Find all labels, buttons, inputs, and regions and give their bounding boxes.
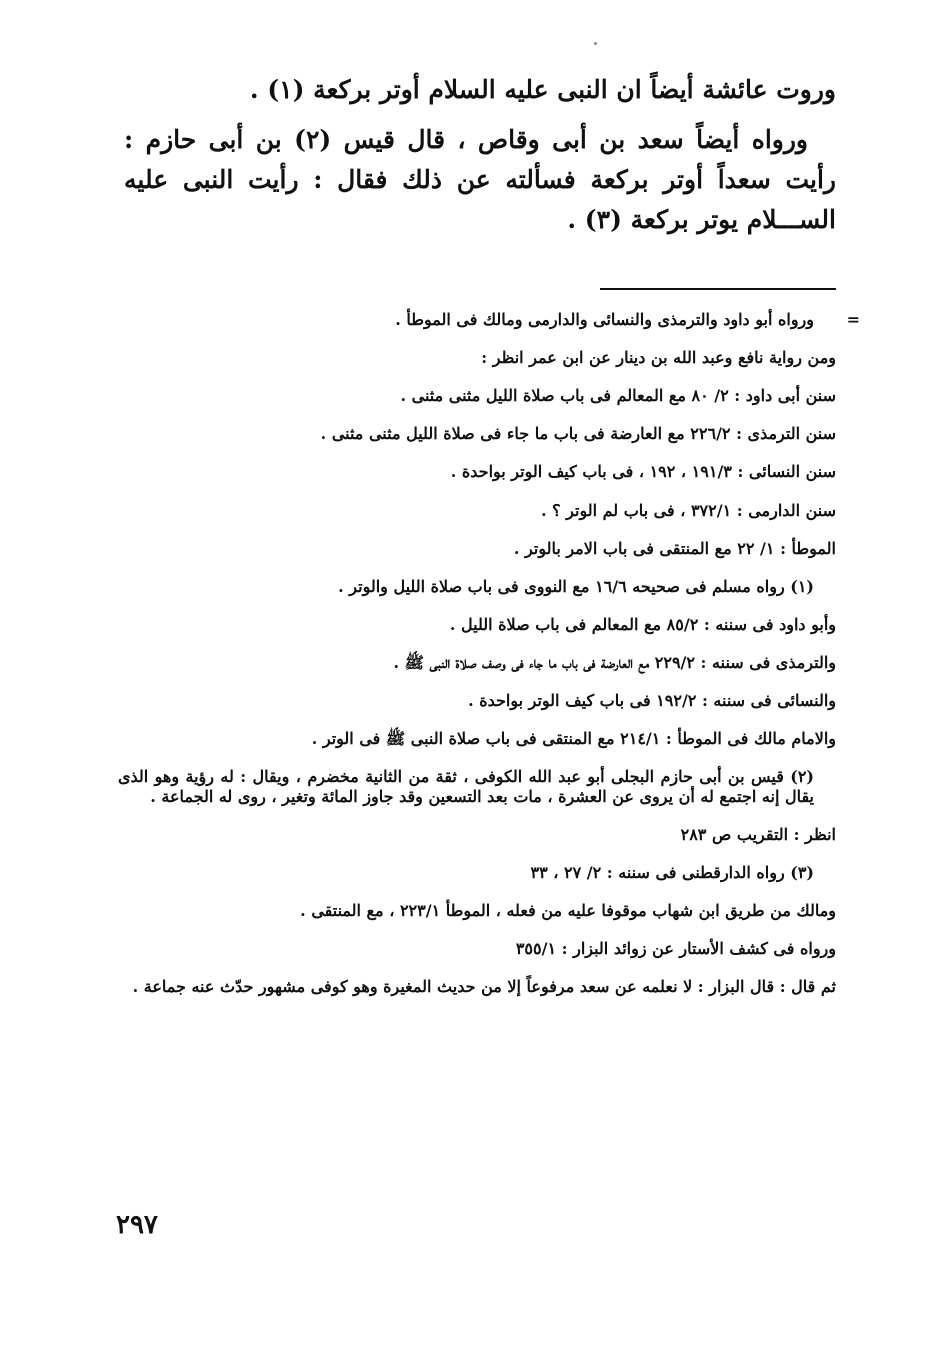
- continuation-mark: =: [846, 310, 860, 329]
- footnote-line: سنن الترمذى : ٢٢٦/٢ مع العارضة فى باب ما جاء فى صلاة الليل مثنى مثنى .: [320, 424, 836, 444]
- footnote-2: (٢) قيس بن أبى حازم البجلى أبو عبد الله الكوفى ، ثقة من الثانية مخضرم ، ويقال : له رؤية وهو الذى يقال إنه اجتمع له أن يروى عن العشرة ، مات بعد التسعين وقد جاوز المائة وتغير ، روى له الجماعة .: [118, 767, 814, 806]
- footnote-line: وأبو داود فى سننه : ٨٥/٢ مع المعالم فى باب صلاة الليل .: [449, 614, 836, 634]
- footnote-1: (١) رواه مسلم فى صحيحه ١٦/٦ مع النووى فى باب صلاة الليل والوتر .: [338, 576, 814, 596]
- main-text: [124, 70, 836, 246]
- footnotes: [118, 310, 860, 1003]
- footnote-line: ومن رواية نافع وعبد الله بن دينار عن ابن عمر انظر :: [481, 348, 836, 368]
- footnote-line: والامام مالك فى الموطأ : ٢١٤/١ مع المنتقى فى باب صلاة النبى ﷺ فى الوتر .: [311, 729, 836, 749]
- page-number: ٢٩٧: [116, 1210, 158, 1240]
- footnote-line: سنن النسائى : ١٩١/٣ ، ١٩٢ ، فى باب كيف الوتر بواحدة .: [450, 462, 836, 482]
- footnote-line: ورواه فى كشف الأستار عن زوائد البزار : ٣٥٥/١: [515, 939, 836, 959]
- footnote-text: ورواه أبو داود والترمذى والنسائى والدارمى ومالك فى الموطأ .: [395, 310, 814, 329]
- footnote-line: سنن أبى داود : ٢/ ٨٠ مع المعالم فى باب صلاة الليل مثنى مثنى .: [400, 386, 836, 406]
- footnote-line: والنسائى فى سننه : ١٩٢/٢ فى باب كيف الوتر بواحدة .: [468, 691, 836, 711]
- footnote-line: والترمذى فى سننه : ٢٢٩/٢ مع العارضة فى باب ما جاء فى وصف صلاة النبى ﷺ .: [393, 652, 836, 672]
- footnote-line: [118, 310, 860, 330]
- footnote-line: سنن الدارمى : ٣٧٢/١ ، فى باب لم الوتر ؟ .: [540, 500, 836, 520]
- footnote-line: الموطأ : ١/ ٢٢ مع المنتقى فى باب الامر بالوتر .: [513, 538, 836, 558]
- footnote-line: انظر : التقريب ص ٢٨٣: [680, 824, 836, 844]
- main-paragraph-2: ورواه أيضاً سعد بن أبى وقاص ، قال قيس (٢) بن أبى حازم : رأيت سعداً أوتر بركعة فسألته عن ذلك فقال : رأيت النبى عليه الســـلام يوتر بركعة (٣) .: [124, 125, 836, 234]
- footnote-line: ومالك من طريق ابن شهاب موقوفا عليه من فعله ، الموطأ ٢٢٣/١ ، مع المنتقى .: [300, 901, 836, 921]
- footnote-separator: [600, 288, 836, 290]
- main-paragraph-1: وروت عائشة أيضاً ان النبى عليه السلام أوتر بركعة (١) .: [249, 75, 836, 104]
- footnote-line: ثم قال : قال البزار : لا نعلمه عن سعد مرفوعاً إلا من حديث المغيرة وهو كوفى مشهور حدّث عنه جماعة .: [132, 977, 836, 997]
- footnote-3: (٣) رواه الدارقطنى فى سننه : ٢/ ٢٧ ، ٣٣: [530, 863, 814, 883]
- scan-speck: [594, 42, 597, 45]
